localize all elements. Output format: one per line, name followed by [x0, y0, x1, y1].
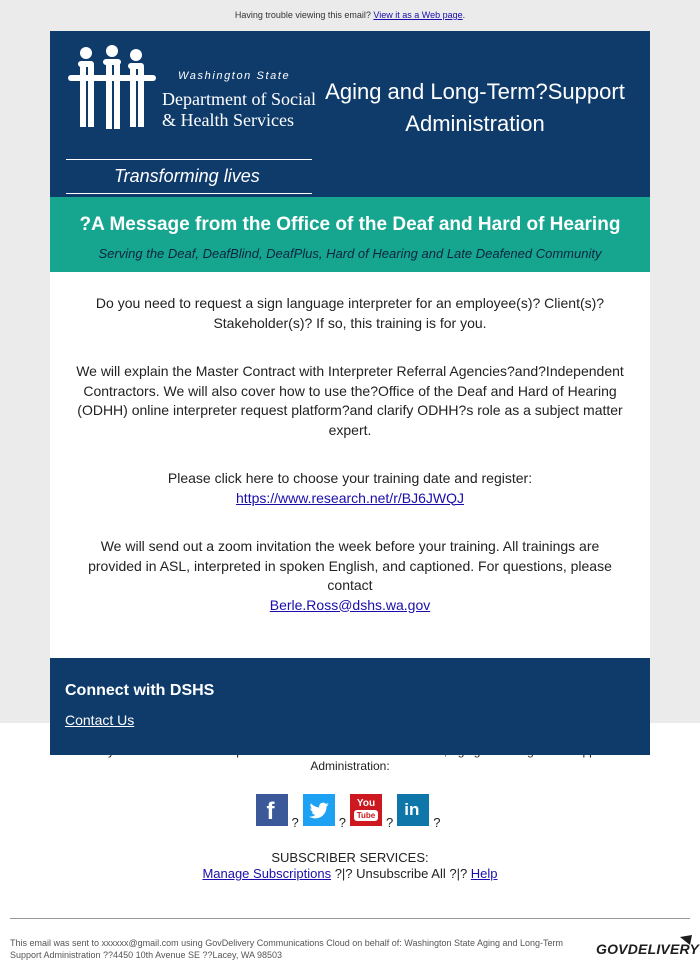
- contact-email-link[interactable]: Berle.Ross@dshs.wa.gov: [269, 596, 431, 613]
- footer-text: This email was sent to xxxxxx@gmail.com using GovDelivery Communications Cloud on behalf of: Washington State Aging and Long-Term Support Administration ??4450 10th Avenue SE ??Lacey, WA 98503: [10, 938, 564, 960]
- message-banner: [50, 197, 650, 272]
- paragraph-register: [74, 469, 626, 508]
- govdelivery-logo: [596, 941, 699, 957]
- register-link[interactable]: https://www.research.net/r/BJ6JWQJ: [236, 489, 464, 506]
- subscriber-links: [0, 866, 700, 881]
- linkedin-glyph: in: [404, 800, 420, 819]
- contact-us-link[interactable]: Contact Us: [65, 712, 135, 728]
- social-separator: ?: [433, 815, 441, 830]
- social-separator: ?: [338, 815, 346, 830]
- social-separator: ?: [291, 815, 299, 830]
- youtube-glyph-top: You: [356, 798, 376, 809]
- logo-dept-line2: & Health Services: [162, 110, 294, 130]
- message-body: [50, 272, 650, 658]
- paragraph-details: We will explain the Master Contract with Interpreter Referral Agencies?and?Independent Contractors. We will also cover how to use the?Office of the Deaf and Hard of Hearing (ODHH) online interpreter request platform?and clarify ODHH?s role as a subject matter expert.: [76, 363, 624, 438]
- logo-state-text: Washington State: [178, 70, 291, 82]
- contact-text: We will send out a zoom invitation the week before your training. All trainings are provided in ASL, interpreted in spoken English, and captioned. For questions, please contact: [88, 538, 612, 593]
- people-logo-icon: [66, 45, 158, 135]
- logo-divider: [66, 159, 312, 160]
- footer-divider: [10, 918, 690, 919]
- logo-dept-line1: Department of Social: [162, 89, 316, 109]
- linkedin-icon[interactable]: [397, 794, 429, 826]
- header-title-line2: Administration: [405, 111, 545, 136]
- paragraph-contact: [74, 537, 626, 615]
- envelope-icon: [680, 935, 692, 945]
- preheader: [0, 0, 700, 31]
- twitter-icon[interactable]: [303, 794, 335, 826]
- preheader-text: Having trouble viewing this email?: [234, 10, 374, 20]
- manage-subscriptions-link[interactable]: Manage Subscriptions: [202, 866, 332, 881]
- logo-tagline: Transforming lives: [114, 166, 260, 186]
- banner-subtitle: Serving the Deaf, DeafBlind, DeafPlus, Hard of Hearing and Late Deafened Community: [98, 246, 602, 261]
- youtube-icon[interactable]: [350, 794, 382, 826]
- facebook-glyph: f: [266, 798, 275, 825]
- connect-section: [50, 658, 650, 755]
- paragraph-intro: Do you need to request a sign language interpreter for an employee(s)? Client(s)? Stakeholder(s)? If so, this training is for you.: [95, 295, 605, 331]
- logo-dept-text: [162, 89, 316, 131]
- dshs-logo: [66, 45, 316, 186]
- twitter-bird-icon: [303, 794, 335, 826]
- header: [50, 31, 650, 197]
- unsubscribe-text: ?|? Unsubscribe All ?|?: [331, 866, 471, 881]
- connect-title: Connect with DSHS: [65, 682, 215, 699]
- social-icons: [0, 794, 700, 828]
- email-container: [50, 31, 650, 755]
- facebook-icon[interactable]: [256, 794, 288, 826]
- subscriber-services-title: SUBSCRIBER SERVICES:: [271, 850, 429, 865]
- header-title-line1: Aging and Long-Term?Support: [325, 79, 625, 104]
- logo-divider-bottom: [66, 193, 312, 194]
- govdelivery-logo-text: GOVDELIVERY: [596, 941, 700, 957]
- stay-connected-text: Administration:: [310, 759, 390, 773]
- social-separator: ?: [386, 815, 394, 830]
- header-title: [320, 76, 630, 140]
- web-page-link[interactable]: View it as a Web page: [373, 10, 463, 20]
- banner-title: ?A Message from the Office of the Deaf and Hard of Hearing: [79, 214, 621, 235]
- help-link[interactable]: Help: [470, 866, 498, 881]
- preheader-end: .: [462, 10, 466, 20]
- register-text: Please click here to choose your training date and register:: [167, 470, 533, 486]
- youtube-glyph-bottom: Tube: [354, 810, 378, 821]
